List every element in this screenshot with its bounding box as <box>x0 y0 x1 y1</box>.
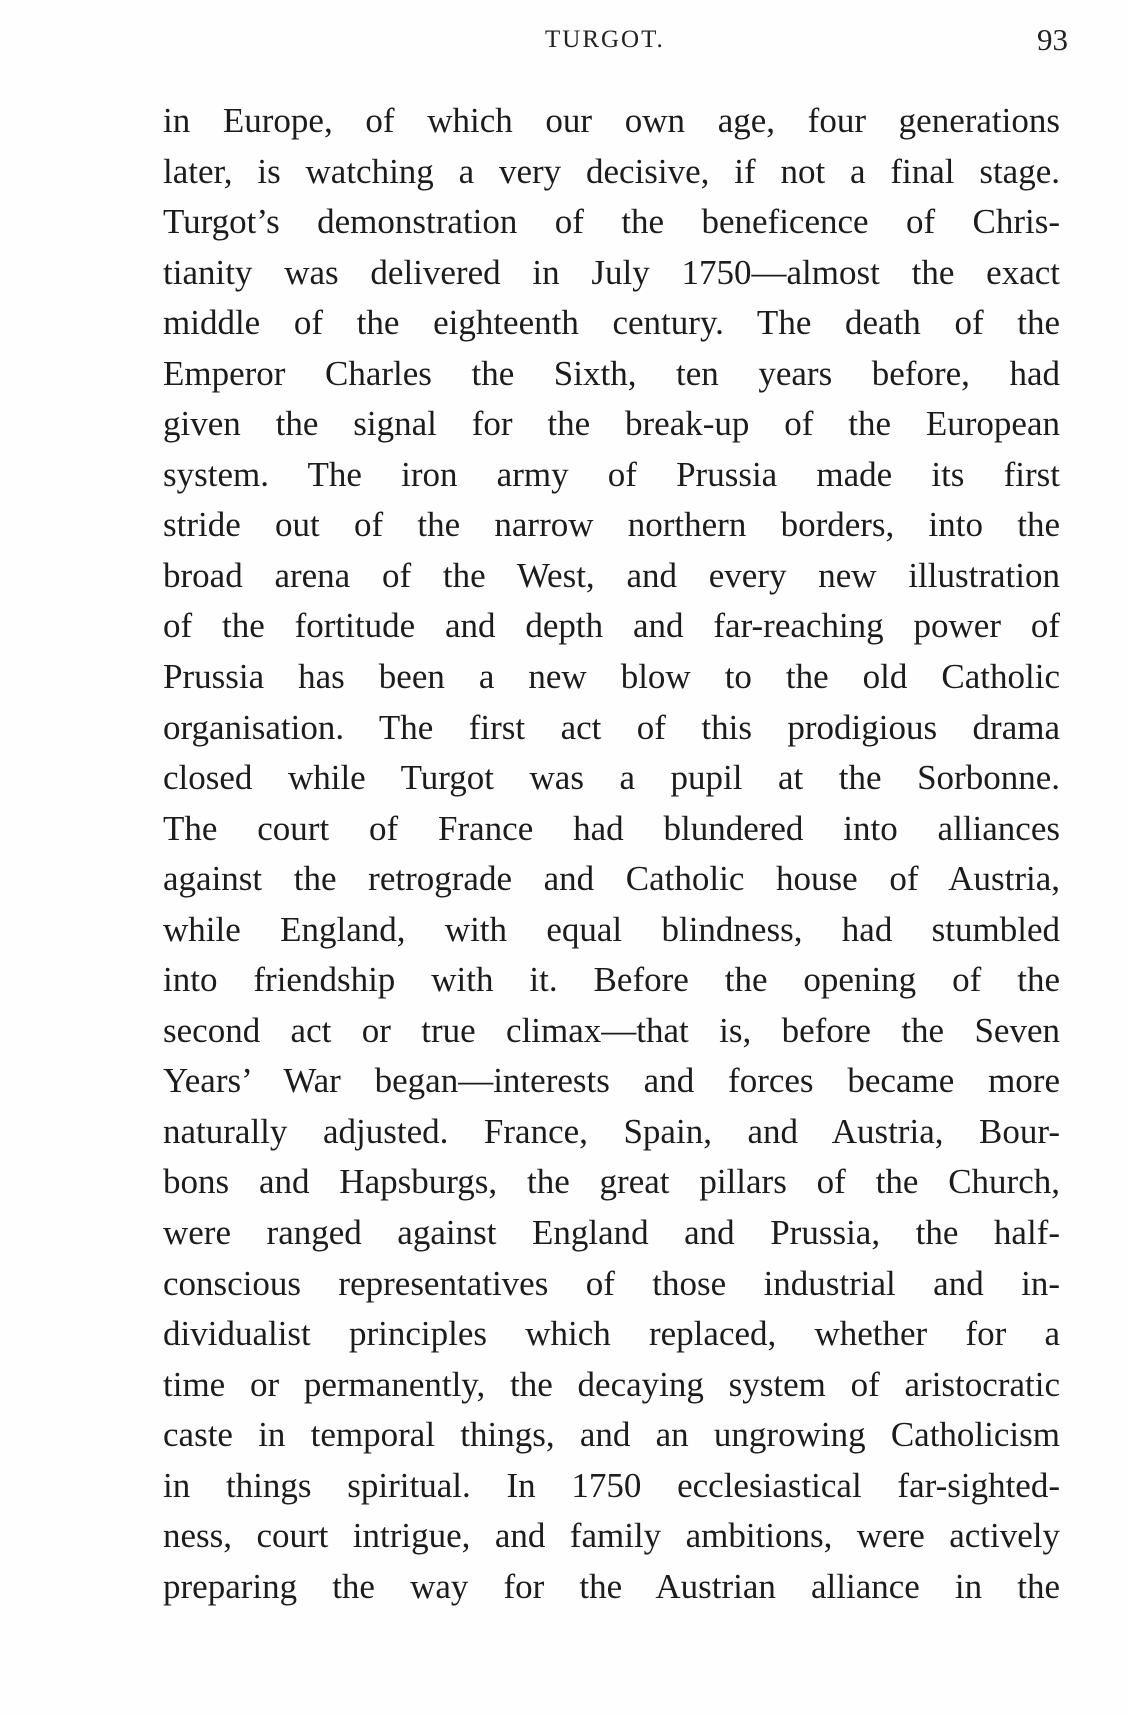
text-line: The court of France had blundered into alliances <box>163 808 1060 848</box>
body-text <box>163 96 1060 1612</box>
text-line: later, is watching a very decisive, if not a final stage. <box>163 151 1060 191</box>
text-line: of the fortitude and depth and far-reaching power of <box>163 606 1060 646</box>
text-line: organisation. The first act of this prodigious drama <box>163 707 1060 747</box>
text-line: into friendship with it. Before the opening of the <box>163 960 1060 1000</box>
text-line: time or permanently, the decaying system of aristocratic <box>163 1364 1060 1404</box>
text-line: while England, with equal blindness, had stumbled <box>163 909 1060 949</box>
text-line: Prussia has been a new blow to the old Catholic <box>163 657 1060 697</box>
text-line: in Europe, of which our own age, four generations <box>163 101 1060 140</box>
text-line: caste in temporal things, and an ungrowing Catholicism <box>163 1415 1060 1455</box>
text-line: conscious representatives of those industrial and in- <box>163 1263 1060 1303</box>
page-number: 93 <box>1037 22 1068 57</box>
text-line: Turgot’s demonstration of the beneficence of Chris- <box>163 202 1060 242</box>
text-line: were ranged against England and Prussia, the half- <box>163 1213 1060 1253</box>
text-line: second act or true climax—that is, before the Seven <box>163 1010 1060 1050</box>
text-line: Years’ War began—interests and forces became more <box>163 1061 1060 1101</box>
text-line: bons and Hapsburgs, the great pillars of the Church, <box>163 1162 1060 1202</box>
text-line: middle of the eighteenth century. The death of the <box>163 303 1060 343</box>
text-line: in things spiritual. In 1750 ecclesiastical far-sighted- <box>163 1465 1060 1505</box>
text-line: naturally adjusted. France, Spain, and Austria, Bour- <box>163 1111 1060 1151</box>
text-line: system. The iron army of Prussia made its first <box>163 454 1060 494</box>
text-line: against the retrograde and Catholic house of Austria, <box>163 859 1060 899</box>
text-line: tianity was delivered in July 1750—almost the exact <box>163 252 1060 292</box>
text-line: given the signal for the break-up of the European <box>163 404 1060 444</box>
text-line: broad arena of the West, and every new illustration <box>163 555 1060 595</box>
text-line: stride out of the narrow northern borders, into the <box>163 505 1060 545</box>
text-line: preparing the way for the Austrian alliance in the <box>163 1566 1060 1606</box>
text-line: closed while Turgot was a pupil at the Sorbonne. <box>163 758 1060 798</box>
text-line: dividualist principles which replaced, whether for a <box>163 1314 1060 1354</box>
text-line: Emperor Charles the Sixth, ten years before, had <box>163 353 1060 393</box>
text-line: ness, court intrigue, and family ambitions, were actively <box>163 1516 1060 1556</box>
running-title: TURGOT. <box>545 26 665 53</box>
running-head <box>0 22 1127 62</box>
